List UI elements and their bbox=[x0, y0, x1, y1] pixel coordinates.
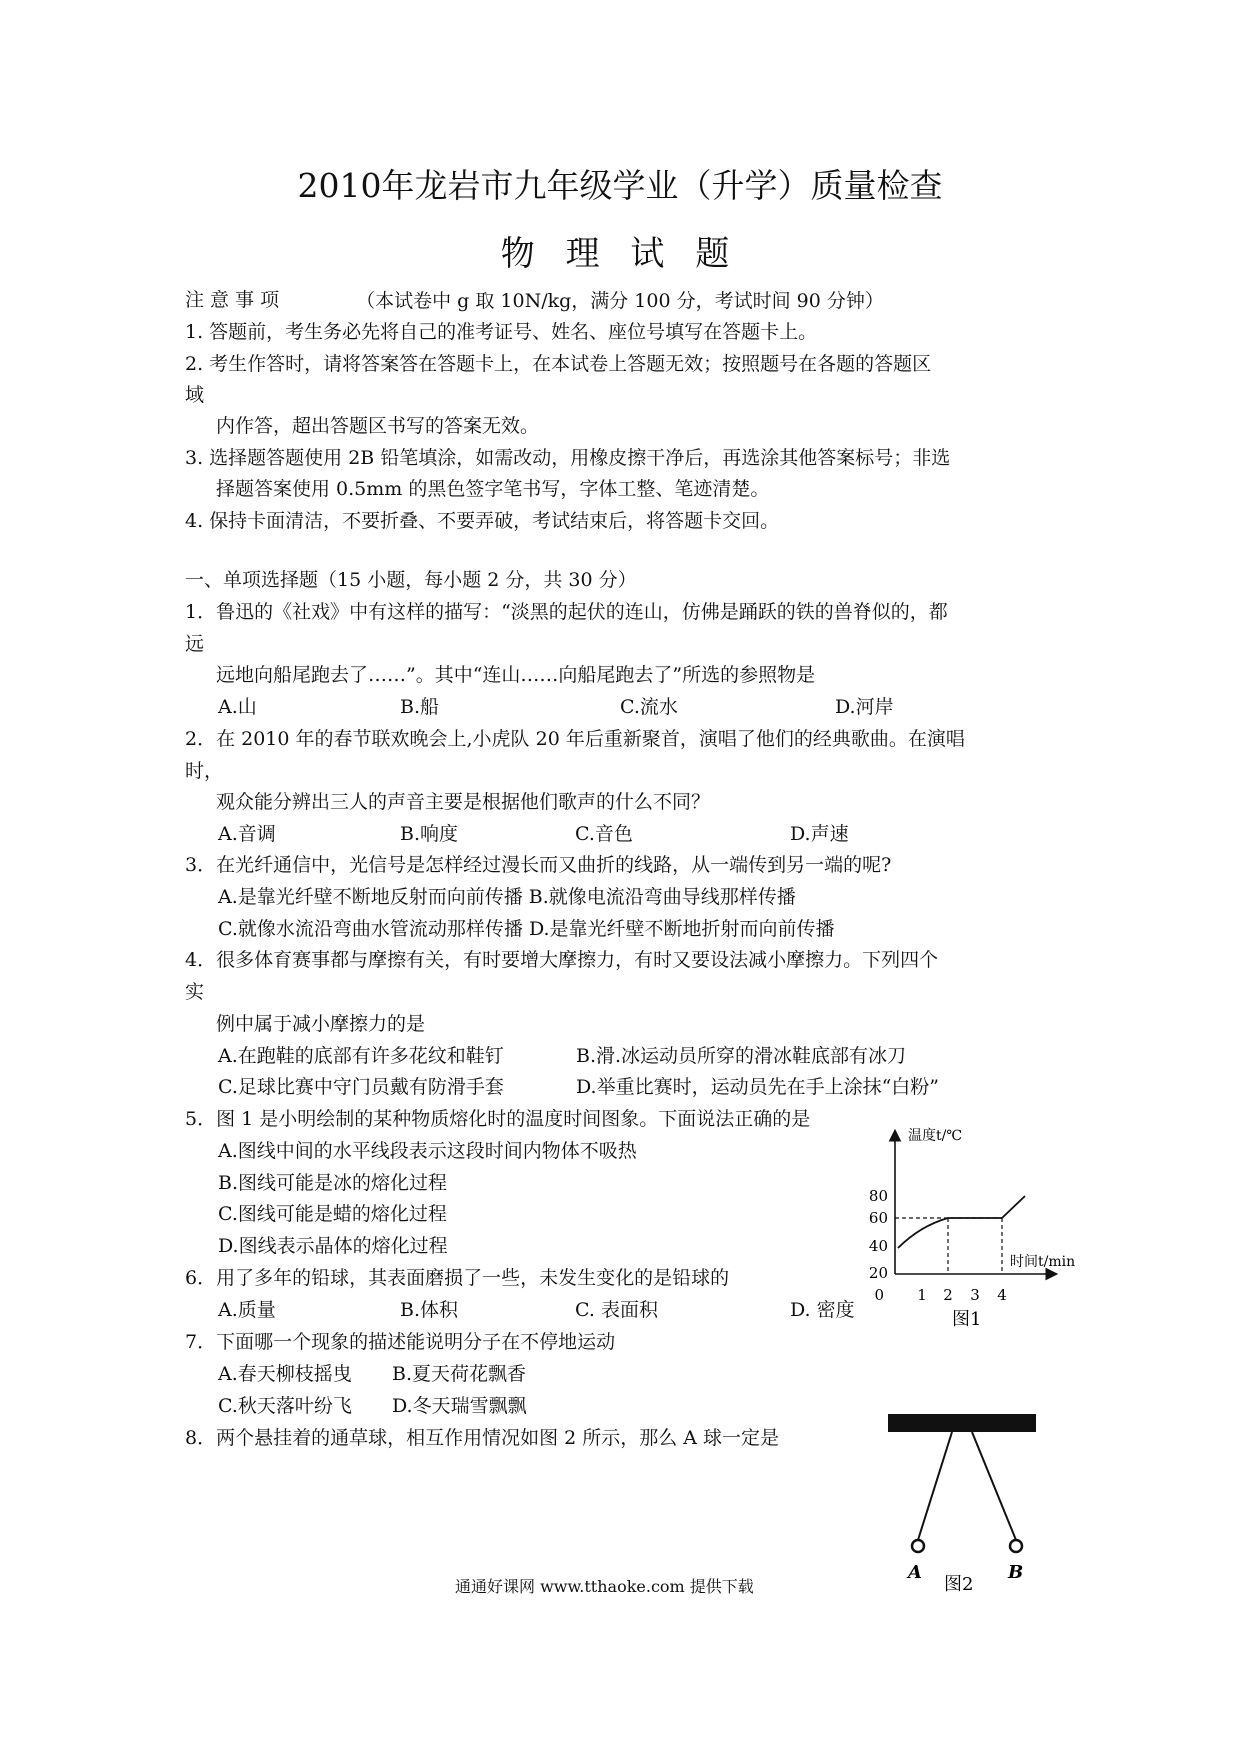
ball-b bbox=[1010, 1540, 1022, 1552]
footer-text: 通通好课网 www.tthaoke.com 提供下载 bbox=[455, 1577, 754, 1596]
notice-item: 3. 选择题答题使用 2B 铅笔填涂，如需改动，用橡皮擦干净后，再选涂其他答案标号；非选 bbox=[185, 447, 951, 469]
y-tick: 60 bbox=[868, 1209, 888, 1227]
question-6: 6．用了多年的铅球，其表面磨损了一些，未发生变化的是铅球的 bbox=[185, 1267, 730, 1289]
option-d: D.图线表示晶体的熔化过程 bbox=[218, 1235, 448, 1257]
option-d: D.声速 bbox=[790, 823, 849, 845]
question-4-cont: 例中属于减小摩擦力的是 bbox=[216, 1013, 426, 1035]
option-b: B.滑.冰运动员所穿的滑冰鞋底部有冰刀 bbox=[576, 1045, 907, 1067]
option-c: C.流水 bbox=[620, 696, 678, 718]
option-a: A.质量 bbox=[218, 1299, 276, 1321]
notice-heading: 注 意 事 项 bbox=[185, 289, 280, 311]
option-a: A.山 bbox=[218, 696, 257, 718]
option-a: A.在跑鞋的底部有许多花纹和鞋钉 bbox=[218, 1045, 504, 1067]
question-4-wrap: 实 bbox=[185, 981, 205, 1003]
page-title: 2010年龙岩市九年级学业（升学）质量检查 bbox=[297, 166, 943, 205]
option-a: A.图线中间的水平线段表示这段时间内物体不吸热 bbox=[218, 1140, 637, 1162]
ball-a bbox=[912, 1540, 924, 1552]
notice-item: 域 bbox=[185, 384, 205, 406]
notice-item: 2. 考生作答时，请将答案答在答题卡上，在本试卷上答题无效；按照题号在各题的答题区 bbox=[185, 353, 932, 375]
y-tick: 20 bbox=[868, 1264, 888, 1282]
y-axis-label: 温度t/℃ bbox=[908, 1128, 963, 1144]
notice-item: 内作答，超出答题区书写的答案无效。 bbox=[216, 415, 540, 437]
option-b: B.响度 bbox=[400, 823, 459, 845]
question-2-wrap: 时， bbox=[185, 760, 224, 782]
option-d: D.河岸 bbox=[835, 696, 894, 718]
label-a: A bbox=[908, 1562, 922, 1583]
exam-note: （本试卷中 g 取 10N/kg，满分 100 分，考试时间 90 分钟） bbox=[356, 290, 884, 312]
option-d: D.举重比赛时，运动员先在手上涂抹“白粉” bbox=[576, 1076, 940, 1098]
question-7: 7．下面哪一个现象的描述能说明分子在不停地运动 bbox=[185, 1331, 616, 1353]
x-tick: 4 bbox=[997, 1286, 1007, 1304]
question-1-cont: 远地向船尾跑去了……”。其中“连山……向船尾跑去了”所选的参照物是 bbox=[216, 664, 816, 686]
question-5: 5．图 1 是小明绘制的某种物质熔化时的温度时间图象。下面说法正确的是 bbox=[185, 1108, 811, 1130]
question-2-cont: 观众能分辨出三人的声音主要是根据他们歌声的什么不同？ bbox=[216, 791, 711, 813]
option-b: B.图线可能是冰的熔化过程 bbox=[218, 1172, 448, 1194]
notice-item: 1. 答题前，考生务必先将自己的准考证号、姓名、座位号填写在答题卡上。 bbox=[185, 321, 818, 343]
question-1-wrap: 远 bbox=[185, 633, 205, 655]
y-tick: 0 bbox=[874, 1286, 884, 1304]
option-row: C.就像水流沿弯曲水管流动那样传播 D.是靠光纤壁不断地折射而向前传播 bbox=[218, 918, 835, 940]
y-tick: 80 bbox=[868, 1187, 888, 1205]
x-tick: 3 bbox=[970, 1286, 980, 1304]
option-b: B.体积 bbox=[400, 1299, 459, 1321]
figure-2-diagram bbox=[880, 1410, 1060, 1600]
page-subtitle: 物 理 试 题 bbox=[500, 234, 740, 274]
question-8: 8．两个悬挂着的通草球，相互作用情况如图 2 所示，那么 A 球一定是 bbox=[185, 1427, 780, 1449]
figure-caption: 图2 bbox=[944, 1574, 974, 1595]
option-a: A.春天柳枝摇曳 bbox=[218, 1363, 352, 1385]
notice-item: 4. 保持卡面清洁，不要折叠、不要弄破，考试结束后，将答题卡交回。 bbox=[185, 510, 780, 532]
option-c: C.图线可能是蜡的熔化过程 bbox=[218, 1203, 447, 1225]
section-heading: 一、单项选择题（15 小题，每小题 2 分，共 30 分） bbox=[185, 569, 637, 591]
option-a: A.音调 bbox=[218, 823, 276, 845]
y-tick: 40 bbox=[868, 1237, 888, 1255]
option-d: D.冬天瑞雪飘飘 bbox=[392, 1395, 527, 1417]
figure-caption: 图1 bbox=[952, 1309, 982, 1330]
x-tick: 2 bbox=[943, 1286, 953, 1304]
option-c: C.足球比赛中守门员戴有防滑手套 bbox=[218, 1076, 504, 1098]
thread-a bbox=[918, 1432, 952, 1540]
question-1: 1．鲁迅的《社戏》中有这样的描写：“淡黑的起伏的连山，仿佛是踊跃的铁的兽脊似的，都 bbox=[185, 601, 948, 623]
x-axis-label: 时间t/min bbox=[1010, 1254, 1076, 1270]
option-b: B.船 bbox=[400, 696, 440, 718]
question-4: 4．很多体育赛事都与摩擦有关，有时要增大摩擦力，有时又要设法减小摩擦力。下列四个 bbox=[185, 949, 939, 971]
melting-curve bbox=[898, 1196, 1025, 1248]
label-b: B bbox=[1008, 1562, 1024, 1583]
support-bar bbox=[888, 1414, 1036, 1432]
option-b: B.夏天荷花飘香 bbox=[392, 1363, 527, 1385]
notice-item: 择题答案使用 0.5mm 的黑色签字笔书写，字体工整、笔迹清楚。 bbox=[216, 478, 770, 500]
question-3: 3．在光纤通信中，光信号是怎样经过漫长而又曲折的线路，从一端传到另一端的呢? bbox=[185, 854, 892, 876]
option-c: C. 表面积 bbox=[575, 1299, 658, 1321]
x-tick: 1 bbox=[917, 1286, 927, 1304]
option-c: C.秋天落叶纷飞 bbox=[218, 1395, 352, 1417]
option-d: D. 密度 bbox=[790, 1299, 855, 1321]
figure-1-graph bbox=[860, 1120, 1100, 1330]
thread-b bbox=[972, 1432, 1016, 1540]
option-c: C.音色 bbox=[575, 823, 633, 845]
question-2: 2．在 2010 年的春节联欢晚会上,小虎队 20 年后重新聚首，演唱了他们的经典歌曲。在演唱 bbox=[185, 728, 965, 750]
option-row: A.是靠光纤壁不断地反射而向前传播 B.就像电流沿弯曲导线那样传播 bbox=[218, 886, 796, 908]
